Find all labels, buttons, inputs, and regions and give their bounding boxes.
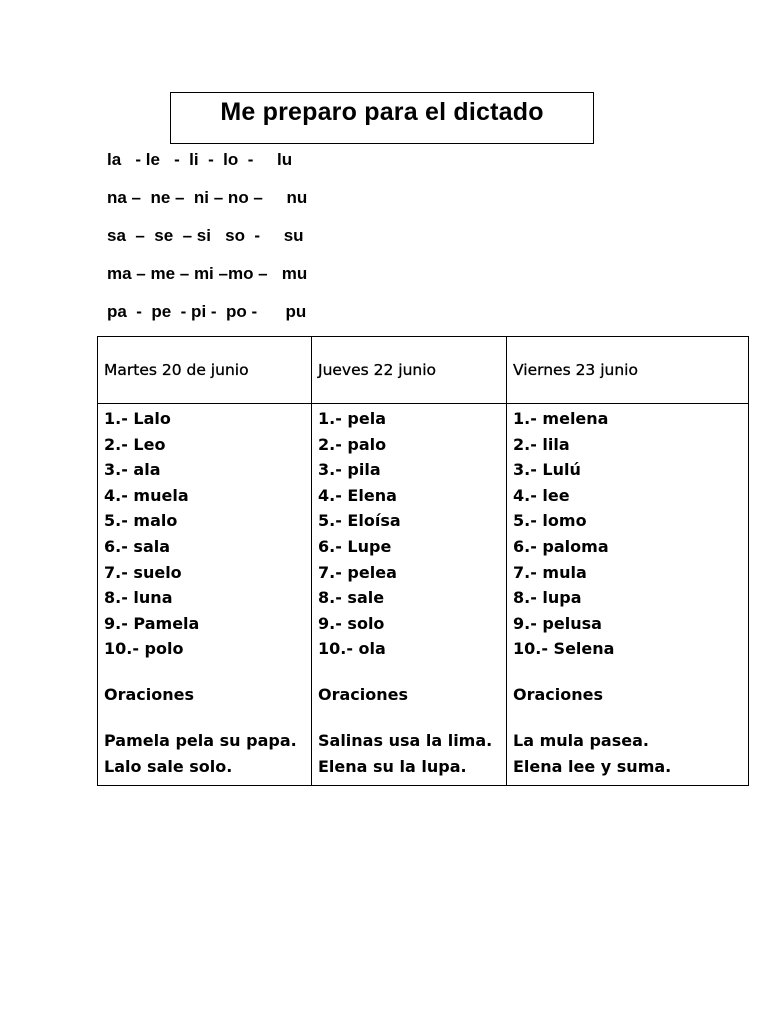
header-viernes: Viernes 23 junio: [507, 337, 749, 404]
list-item: 6.- sala: [104, 536, 171, 556]
sentences-label: Oraciones: [104, 684, 195, 704]
sentence: Elena su la lupa.: [318, 756, 467, 776]
list-item: 8.- lupa: [513, 588, 582, 608]
list-item: 3.- Lulú: [513, 460, 581, 480]
sentence: Pamela pela su papa.: [104, 730, 297, 750]
list-item: 5.- lomo: [513, 511, 587, 531]
list-item: 7.- pelea: [318, 562, 397, 582]
list-item: 1.- Lalo: [104, 409, 171, 428]
sentence: Lalo sale solo.: [104, 756, 233, 776]
list-item: 3.- pila: [318, 460, 381, 480]
syllable-row-l: la - le - li - lo - lu: [107, 150, 293, 169]
sentence: La mula pasea.: [513, 730, 649, 750]
dictation-table: [97, 336, 749, 786]
list-item: 10.- polo: [104, 639, 184, 659]
list-item: 8.- sale: [318, 588, 385, 608]
title-box: [170, 92, 594, 144]
list-item: 4.- lee: [513, 485, 570, 505]
list-item: 5.- Eloísa: [318, 511, 401, 531]
list-item: 4.- Elena: [318, 485, 397, 505]
sentences-label: Oraciones: [318, 684, 409, 704]
list-item: 10.- Selena: [513, 639, 615, 659]
header-jueves: Jueves 22 junio: [312, 337, 507, 404]
list-item: 5.- malo: [104, 511, 178, 531]
word-list: [513, 406, 742, 662]
list-item: 7.- suelo: [104, 562, 182, 582]
page-title: Me preparo para el dictado: [220, 97, 544, 126]
sentences: [104, 728, 305, 779]
list-item: 8.- luna: [104, 588, 173, 608]
sentence: Elena lee y suma.: [513, 756, 672, 776]
word-list: [104, 406, 305, 662]
list-item: 4.- muela: [104, 485, 189, 505]
table-header-row: [98, 337, 749, 404]
list-item: 2.- Leo: [104, 434, 166, 454]
list-item: 2.- lila: [513, 434, 570, 454]
sentence: Salinas usa la lima.: [318, 730, 493, 750]
syllable-row-s: sa – se – si so - su: [107, 226, 304, 245]
sentences: [513, 728, 742, 779]
list-item: 3.- ala: [104, 460, 161, 480]
column-martes: [98, 404, 312, 786]
sentences: [318, 728, 500, 779]
list-item: 1.- pela: [318, 409, 387, 428]
list-item: 1.- melena: [513, 409, 609, 428]
list-item: 10.- ola: [318, 639, 386, 659]
list-item: 9.- pelusa: [513, 613, 602, 633]
header-martes: Martes 20 de junio: [98, 337, 312, 404]
syllable-list: [107, 147, 307, 337]
list-item: 7.- mula: [513, 562, 587, 582]
word-list: [318, 406, 500, 662]
sentences-label: Oraciones: [513, 684, 604, 704]
list-item: 6.- paloma: [513, 536, 609, 556]
syllable-row-m: ma – me – mi –mo – mu: [107, 264, 308, 283]
list-item: 9.- Pamela: [104, 613, 200, 633]
column-jueves: [312, 404, 507, 786]
list-item: 6.- Lupe: [318, 536, 392, 556]
list-item: 9.- solo: [318, 613, 385, 633]
syllable-row-p: pa - pe - pi - po - pu: [107, 302, 307, 321]
list-item: 2.- palo: [318, 434, 387, 454]
syllable-row-n: na – ne – ni – no – nu: [107, 188, 308, 207]
column-viernes: [507, 404, 749, 786]
table-body-row: [98, 404, 749, 786]
